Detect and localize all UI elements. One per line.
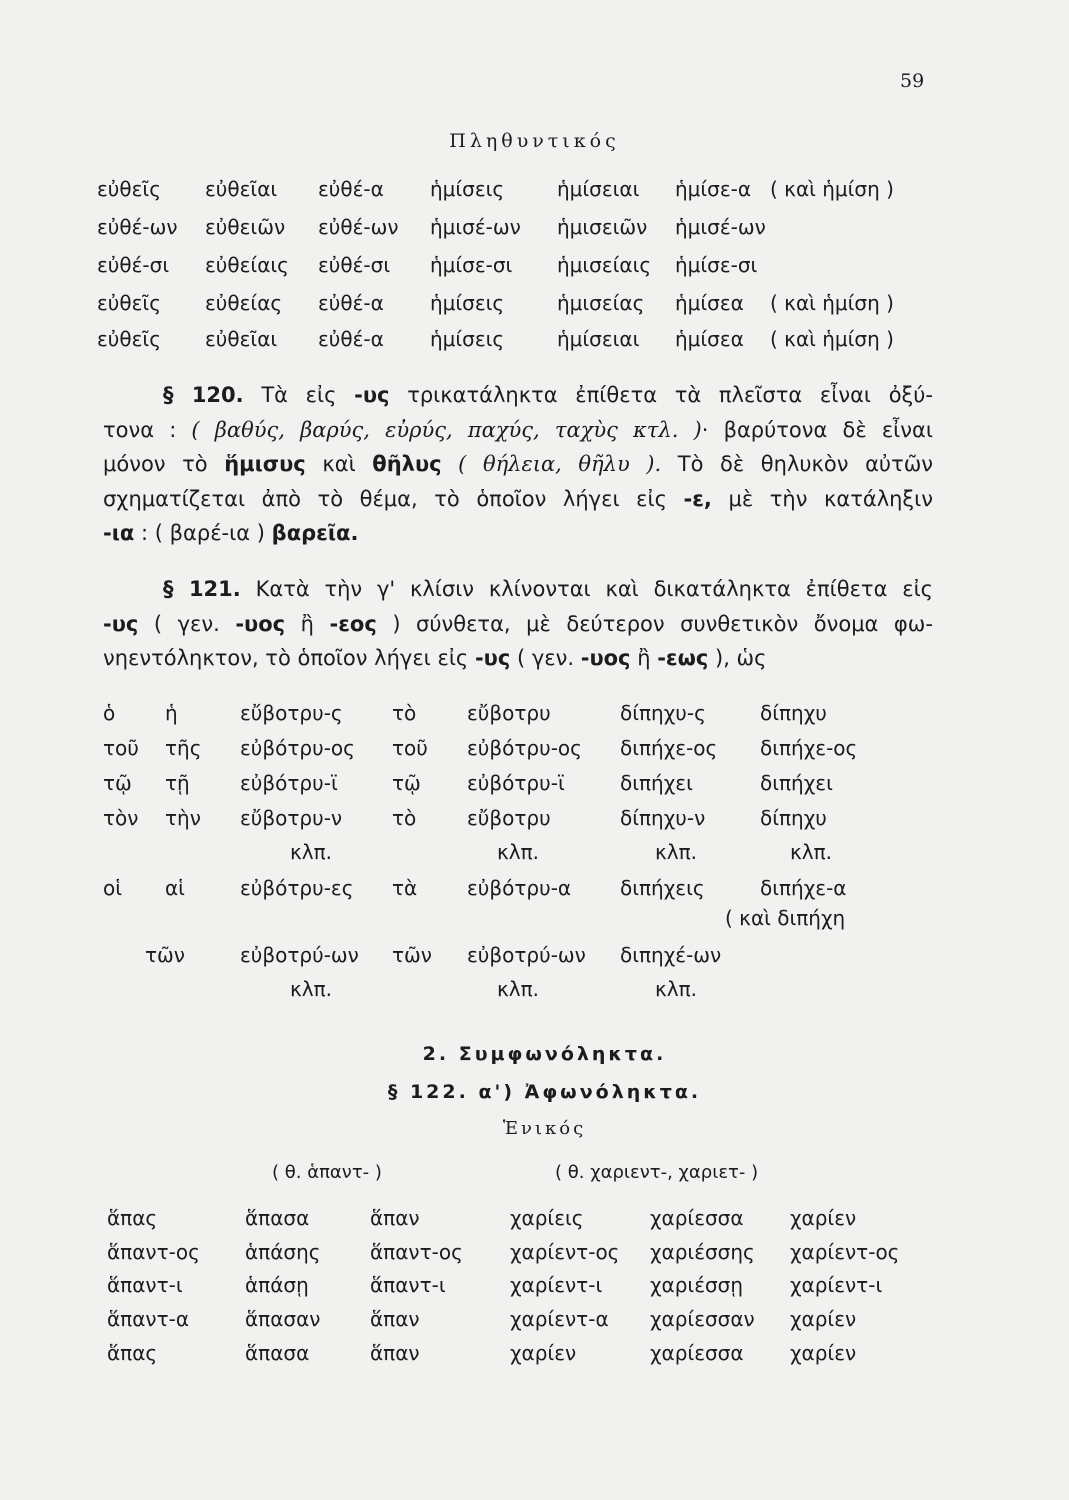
table-cell: εὐθέ-ων (318, 215, 399, 239)
table-cell: τοῦ (392, 736, 428, 760)
bold-ending: -υς (474, 646, 511, 670)
table-cell: τῷ (103, 771, 132, 795)
table-cell: εὐθεῖαι (205, 177, 278, 201)
table-cell: ἡμίσε-σι (430, 253, 513, 277)
text-span: τρικατάληκτα ἐπίθετα τὰ πλεῖστα εἶναι ὀξύ- (407, 383, 933, 407)
klp-label: κλπ. (497, 840, 540, 864)
section-number: § 120. (163, 383, 244, 407)
klp-label: κλπ. (790, 840, 833, 864)
table-cell: ἡμίσε-σι (675, 253, 758, 277)
text-span: : ( βαρέ-ια ) (141, 521, 265, 545)
klp-label: κλπ. (655, 840, 698, 864)
table-cell: τοῦ (103, 736, 139, 760)
text-line (103, 607, 933, 642)
table-cell: ἅπαντ-ι (107, 1273, 183, 1297)
bold-word: ἥμισυς (224, 452, 306, 476)
section-122-title: § 122. α') Ἀφωνόληκτα. (387, 1081, 702, 1103)
table-cell: δίπηχυ-ς (620, 701, 706, 725)
table-cell: εὔβοτρυ (467, 806, 551, 830)
table-cell: ἡμισέ-ων (675, 215, 766, 239)
table-cell: εὐθέ-α (318, 177, 384, 201)
text-line (103, 378, 933, 413)
table-cell: εὐβότρυ-α (467, 876, 572, 900)
table-cell: τὰ (392, 876, 418, 900)
table-cell: χαρίεντ-ι (510, 1273, 603, 1297)
table-cell: χαρίεν (790, 1206, 857, 1230)
paragraph-120 (103, 378, 933, 551)
table-cell: εὐθέ-σι (318, 253, 391, 277)
table-cell: εὔβοτρυ (467, 701, 551, 725)
table-cell: διπήχε-ος (760, 736, 858, 760)
klp-label: κλπ. (655, 977, 698, 1001)
plural-heading: Πληθυντικός (449, 130, 620, 152)
table-cell: ἡμισειῶν (557, 215, 648, 239)
table-cell: χαρίεσσα (650, 1341, 744, 1365)
table-cell: ἡμίσειαι (557, 177, 640, 201)
table-cell: εὐβοτρύ-ων (467, 943, 586, 967)
table-cell: ἅπαν (370, 1341, 420, 1365)
table-cell: εὐβότρυ-ες (240, 876, 354, 900)
table-cell: εὐθεῖς (97, 327, 161, 351)
text-span: · βαρύτονα δὲ εἶναι (701, 417, 933, 442)
table-cell: χαρίεντ-ι (790, 1273, 883, 1297)
table-cell: χαριέσσῃ (650, 1273, 744, 1297)
alt-form-note: ( καὶ διπήχη (725, 906, 846, 930)
table-cell: δίπηχυ (760, 806, 827, 830)
text-line (103, 516, 933, 551)
bold-ending: -υς (354, 383, 390, 407)
table-cell: εὐβότρυ-ϊ (240, 771, 338, 795)
table-cell: ἅπας (107, 1206, 158, 1230)
table-cell: διπηχέ-ων (620, 943, 722, 967)
text-span: ἢ (300, 611, 314, 636)
table-cell: ( καὶ ἡμίση ) (770, 327, 894, 351)
table-cell: ἅπασα (245, 1341, 310, 1365)
table-cell: ἡμισέ-ων (430, 215, 521, 239)
table-cell: ἅπασα (245, 1206, 310, 1230)
table-cell: εὐθειῶν (205, 215, 286, 239)
table-cell: ἡμισείας (557, 291, 645, 315)
bold-ending: -υος (580, 646, 631, 670)
table-cell: ἡμισείαις (557, 253, 652, 277)
text-span: Κατὰ τὴν γ' κλίσιν κλίνονται καὶ δικατάληκτα ἐπίθετα εἰς (255, 577, 934, 601)
text-line (103, 482, 933, 517)
table-cell: διπήχε-ος (620, 736, 718, 760)
italic-examples: ( βαθύς, βαρύς, εὐρύς, παχύς, ταχὺς κτλ. ) (191, 417, 702, 442)
text-span: τονα : (103, 417, 177, 442)
bold-ending: -υος (235, 611, 286, 636)
table-cell: εὔβοτρυ-ς (240, 701, 343, 725)
table-cell: τῶν (392, 943, 432, 967)
table-cell: ἅπαντ-ος (370, 1240, 463, 1264)
table-cell: δίπηχυ (760, 701, 827, 725)
table-cell: εὐβότρυ-ος (240, 736, 355, 760)
klp-label: κλπ. (497, 977, 540, 1001)
table-cell: τὸ (392, 701, 417, 725)
table-cell: ἡμίσεα (675, 291, 744, 315)
table-cell: τὸν (103, 806, 139, 830)
table-cell: τῇ (165, 771, 190, 795)
bold-ending: -υς (103, 611, 139, 636)
text-span: Τὸ δὲ θηλυκὸν αὐτῶν (677, 452, 934, 476)
table-cell: εὐθέ-ων (97, 215, 178, 239)
text-span: ) σύνθετα, μὲ δεύτερον συνθετικὸν ὄνομα φω- (392, 611, 933, 636)
text-line (103, 447, 933, 482)
table-cell: τῆς (165, 736, 202, 760)
bold-ending: -ια (103, 521, 135, 545)
text-span: μόνον τὸ (103, 452, 208, 476)
section-number: § 121. (163, 577, 241, 601)
table-cell: χαρίεντ-ος (790, 1240, 900, 1264)
table-cell: εὐθεῖς (97, 177, 161, 201)
table-cell: δίπηχυ-ν (620, 806, 706, 830)
table-cell: ἅπασαν (245, 1307, 321, 1331)
text-span: καὶ (322, 452, 356, 476)
table-cell: εὐβότρυ-ϊ (467, 771, 565, 795)
text-span: ( γεν. (516, 646, 575, 670)
table-cell: εὐθέ-α (318, 291, 384, 315)
table-cell: χαρίεις (510, 1206, 584, 1230)
bold-word: θῆλυς (372, 452, 442, 476)
table-cell: εὐθείας (205, 291, 283, 315)
table-cell: ἁπάσης (245, 1240, 321, 1264)
page-number: 59 (900, 70, 925, 92)
text-line (103, 413, 933, 448)
table-cell: ἡμίσεις (430, 291, 505, 315)
text-span: σχηματίζεται ἀπὸ τὸ θέμα, τὸ ὁποῖον λήγει εἰς (103, 486, 667, 511)
table-cell: ἡμίσειαι (557, 327, 640, 351)
text-span: ), ὡς (715, 646, 767, 670)
text-span: ἢ (637, 646, 651, 670)
stem-label-apas: ( θ. ἁπαντ- ) (272, 1162, 382, 1183)
table-cell: διπήχε-α (760, 876, 847, 900)
table-cell: χαρίεσσα (650, 1206, 744, 1230)
bold-ending: -εως (657, 646, 709, 670)
table-cell: εὐθεῖς (97, 291, 161, 315)
bold-word: βαρεῖα. (271, 521, 359, 545)
table-cell: ἡμίσε-α (675, 177, 752, 201)
table-cell: χαρίεν (510, 1341, 577, 1365)
table-cell: ἅπαν (370, 1206, 420, 1230)
text-span: νηεντόληκτον, τὸ ὁποῖον λήγει εἰς (103, 646, 469, 670)
table-cell: τῷ (392, 771, 421, 795)
text-span: μὲ τὴν κατάληξιν (728, 486, 933, 511)
table-cell: τὴν (165, 806, 201, 830)
bold-ending: -ε, (683, 486, 712, 511)
singular-heading: Ἑνικός (502, 1118, 587, 1139)
section-2-title: 2. Συμφωνόληκτα. (422, 1043, 667, 1065)
table-cell: ἡμίσεα (675, 327, 744, 351)
table-cell: ἡ (165, 701, 178, 725)
bold-ending: -εος (329, 611, 377, 636)
table-cell: διπήχει (620, 771, 693, 795)
table-cell: ἅπαντ-α (107, 1307, 190, 1331)
table-cell: τῶν (145, 943, 185, 967)
text-line (103, 572, 933, 607)
paragraph-121 (103, 572, 933, 676)
table-cell: ( καὶ ἡμίση ) (770, 177, 894, 201)
table-cell: εὐθέ-σι (97, 253, 170, 277)
klp-label: κλπ. (290, 977, 333, 1001)
table-cell: τὸ (392, 806, 417, 830)
text-span: Τὰ εἰς (261, 383, 337, 407)
table-cell: εὐθείαις (205, 253, 289, 277)
table-cell: εὐβότρυ-ος (467, 736, 582, 760)
table-cell: εὐθεῖαι (205, 327, 278, 351)
text-line (103, 641, 933, 676)
table-cell: ἅπαντ-ι (370, 1273, 446, 1297)
table-cell: ( καὶ ἡμίση ) (770, 291, 894, 315)
table-cell: ἡμίσεις (430, 327, 505, 351)
table-cell: διπήχεις (620, 876, 705, 900)
table-cell: αἱ (165, 876, 185, 900)
table-cell: εὐθέ-α (318, 327, 384, 351)
table-cell: εὔβοτρυ-ν (240, 806, 343, 830)
table-cell: χαρίεν (790, 1307, 857, 1331)
table-cell: οἱ (103, 876, 123, 900)
table-cell: χαριέσσης (650, 1240, 755, 1264)
table-cell: ἅπαντ-ος (107, 1240, 200, 1264)
table-cell: διπήχει (760, 771, 833, 795)
italic-examples: ( θήλεια, θῆλυ ). (458, 452, 662, 476)
table-cell: χαρίεσσαν (650, 1307, 755, 1331)
table-cell: εὐβοτρύ-ων (240, 943, 359, 967)
table-cell: ἁπάσῃ (245, 1273, 309, 1297)
table-cell: χαρίεντ-ος (510, 1240, 620, 1264)
table-cell: χαρίεντ-α (510, 1307, 609, 1331)
table-cell: ἡμίσεις (430, 177, 505, 201)
klp-label: κλπ. (290, 840, 333, 864)
table-cell: ἅπας (107, 1341, 158, 1365)
text-span: ( γεν. (153, 611, 220, 636)
table-cell: ὁ (103, 701, 116, 725)
table-cell: χαρίεν (790, 1341, 857, 1365)
table-cell: ἅπαν (370, 1307, 420, 1331)
stem-label-charieis: ( θ. χαριεντ-, χαριετ- ) (555, 1162, 759, 1183)
